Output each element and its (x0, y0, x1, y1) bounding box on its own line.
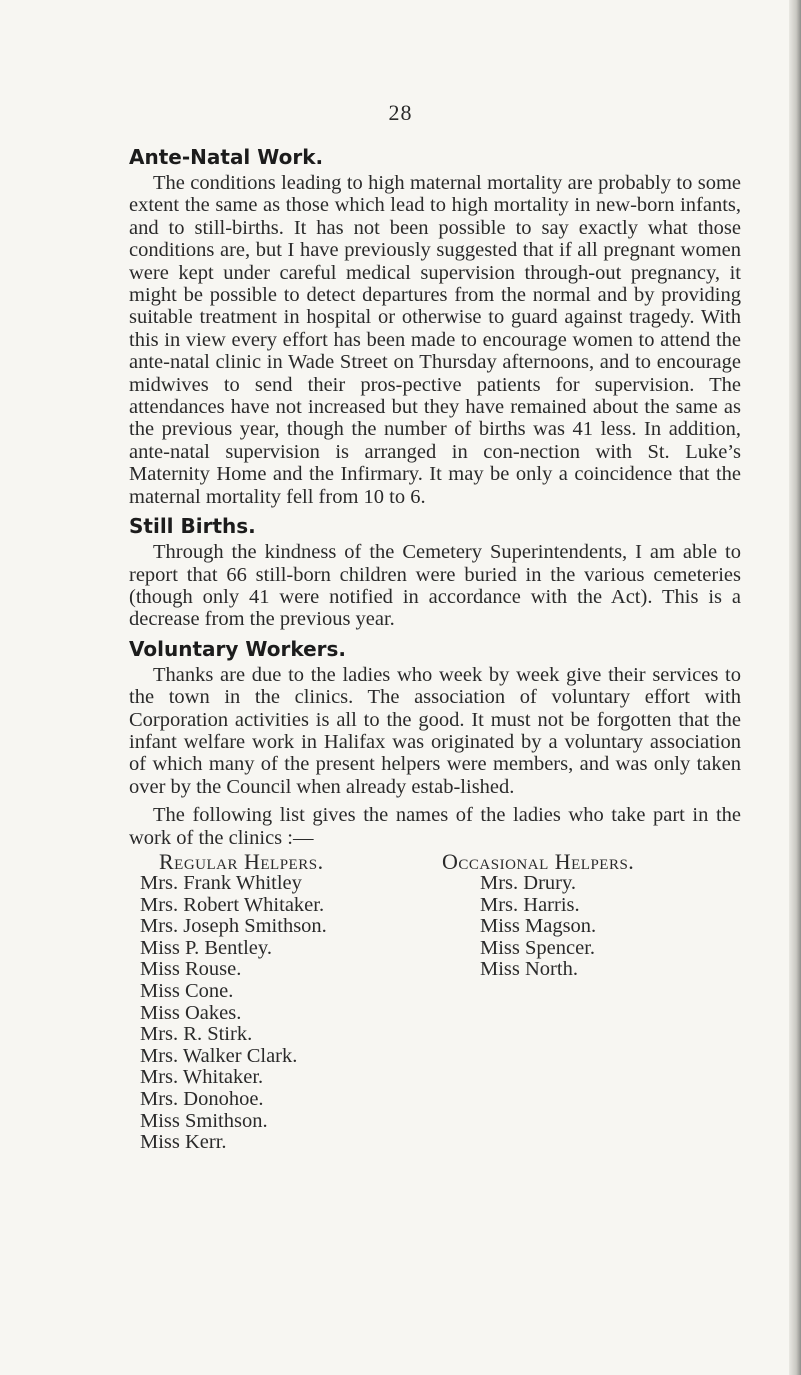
helper-name: Miss Kerr. (140, 1131, 227, 1154)
regular-helpers-list (140, 873, 327, 1154)
helper-name: Mrs. Frank Whitley (140, 871, 302, 894)
helper-name: Miss North. (480, 958, 578, 981)
section-heading: Voluntary Workers. (129, 636, 347, 661)
helper-name: Miss Cone. (140, 979, 234, 1002)
section-still-births (129, 514, 741, 631)
helper-name: Mrs. Donohoe. (140, 1087, 264, 1110)
helper-name: Mrs. Robert Whitaker. (140, 893, 325, 916)
helper-name: Mrs. Drury. (480, 871, 577, 894)
paragraph: The conditions leading to high maternal mortality are probably to some extent the same as those which lead to high mortality in new-born infants, and to still-births. It has not been possible to say exactly what those conditions are, but I have previously suggested that if all pregnant women were kept under careful medical supervision through-out pregnancy, it might be possible to detect departures from the normal and by providing suitable treatment in hospital or otherwise to guard against tragedy. With this in view every effort has been made to encourage women to attend the ante-natal clinic in Wade Street on Thursday afternoons, and to encourage midwives to send their pros-pective patients for supervision. The attendances have not increased but they have remained about the same as the previous year, though the number of births was 41 less. In addition, ante-natal supervision is arranged in con-nection with St. Luke’s Maternity Home and the Infirmary. It may be only a coincidence that the maternal mortality fell from 10 to 6. (129, 172, 741, 508)
paragraph: The following list gives the names of the ladies who take part in the work of the clinics :— (129, 804, 741, 849)
section-heading: Still Births. (129, 514, 256, 539)
helper-name: Mrs. Whitaker. (140, 1066, 264, 1089)
helper-name: Mrs. Walker Clark. (140, 1044, 298, 1067)
regular-helpers-heading: Regular Helpers. (159, 848, 324, 874)
occasional-helpers-heading: Occasional Helpers. (442, 848, 635, 874)
helpers-list (129, 848, 741, 1181)
helper-name: Miss Magson. (480, 915, 597, 938)
helper-name: Miss Smithson. (140, 1109, 268, 1132)
helper-name: Miss Rouse. (140, 958, 242, 981)
page-edge-shadow (789, 0, 801, 1375)
helper-name: Miss P. Bentley. (140, 936, 272, 959)
report-body (129, 145, 741, 1181)
helper-name: Mrs. Harris. (480, 893, 580, 916)
section-heading: Ante-Natal Work. (129, 145, 324, 169)
section-ante-natal (129, 145, 741, 508)
helper-name: Miss Oakes. (140, 1001, 242, 1024)
occasional-helpers-list (480, 873, 596, 981)
section-voluntary-workers (129, 637, 741, 849)
paragraph: Through the kindness of the Cemetery Superintendents, I am able to report that 66 still-born children were buried in the various cemeteries (though only 41 were notified in accordance with the Act). This is a decrease from the previous year. (129, 541, 741, 631)
helper-name: Mrs. Joseph Smithson. (140, 915, 327, 938)
page-number: 28 (388, 100, 413, 125)
helper-name: Mrs. R. Stirk. (140, 1023, 253, 1046)
helper-name: Miss Spencer. (480, 936, 596, 959)
paragraph: Thanks are due to the ladies who week by week give their services to the town in the clinics. The association of voluntary effort with Corporation activities is all to the good. It must not be forgotten that the infant welfare work in Halifax was originated by a voluntary association of which many of the present helpers were members, and was only taken over by the Council when already estab-lished. (129, 663, 741, 798)
